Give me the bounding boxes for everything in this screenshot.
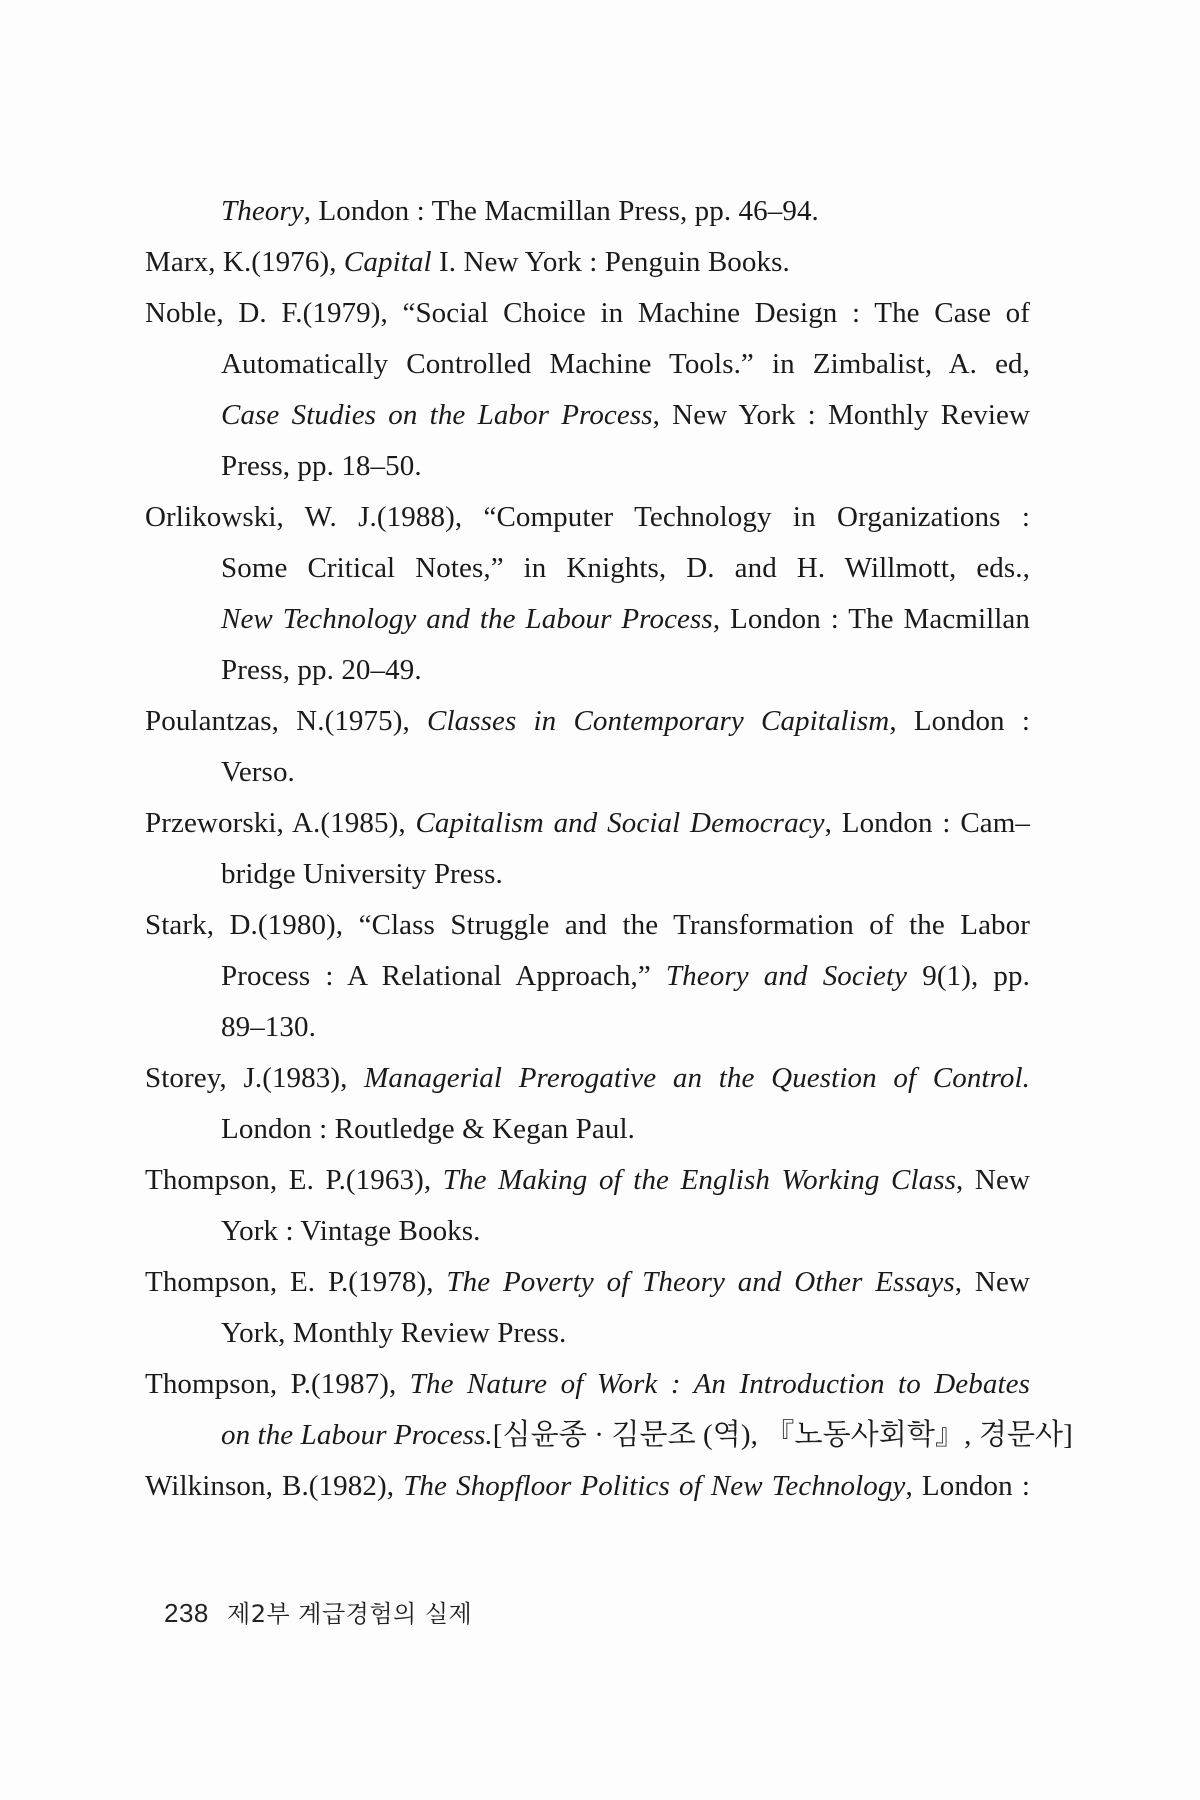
- reference-line: [145, 441, 1030, 492]
- reference-entry-stark: [145, 900, 1030, 951]
- reference-entry-wilkinson: [145, 1461, 1030, 1512]
- reference-title: Case Studies on the Labor Process: [221, 399, 653, 431]
- reference-line: [145, 951, 1030, 1002]
- reference-line: [145, 1104, 1030, 1155]
- reference-line: [145, 390, 1030, 441]
- reference-text: 89–130.: [221, 1011, 316, 1043]
- reference-entry-marx: [145, 237, 1030, 288]
- reference-text: York : Vintage Books.: [221, 1215, 481, 1247]
- reference-text: , London :: [905, 1470, 1030, 1502]
- reference-title: on the Labour Process.: [221, 1419, 493, 1451]
- page-footer: [164, 1594, 472, 1629]
- reference-text: “Social Choice in Machine Design : The Case of: [402, 297, 1030, 329]
- reference-title: Theory: [221, 195, 304, 227]
- reference-line: [145, 747, 1030, 798]
- reference-title: Capital: [343, 246, 432, 278]
- reference-author: Thompson, E. P.(1978),: [145, 1266, 447, 1298]
- reference-line: [145, 1410, 1073, 1461]
- reference-author: Marx, K.(1976),: [145, 246, 344, 278]
- reference-text: York, Monthly Review Press.: [221, 1317, 567, 1349]
- reference-title: The Shopfloor Politics of New Technology: [403, 1470, 906, 1502]
- reference-author: Thompson, E. P.(1963),: [145, 1164, 443, 1196]
- reference-continuation: [145, 186, 1030, 237]
- reference-text: I. New York : Penguin Books.: [431, 246, 790, 278]
- reference-text: Press, pp. 20–49.: [221, 654, 422, 686]
- reference-author: Storey, J.(1983),: [145, 1062, 365, 1094]
- reference-title: The Making of the English Working Class: [442, 1164, 956, 1196]
- reference-list: [145, 186, 1073, 1512]
- reference-text: , London :: [889, 705, 1030, 737]
- reference-entry-przeworski: [145, 798, 1030, 849]
- reference-line: [145, 1308, 1030, 1359]
- reference-author: Stark, D.(1980),: [145, 909, 359, 941]
- reference-text: Some Critical Notes,” in Knights, D. and H. Willmott, eds.,: [221, 552, 1030, 584]
- reference-entry-thompson-1963: [145, 1155, 1030, 1206]
- reference-text: , New: [954, 1266, 1030, 1298]
- reference-text: Verso.: [221, 756, 295, 788]
- reference-text: Press, pp. 18–50.: [221, 450, 422, 482]
- reference-text: , New: [955, 1164, 1030, 1196]
- reference-line: [145, 1206, 1030, 1257]
- reference-line: [145, 645, 1030, 696]
- reference-author: Wilkinson, B.(1982),: [145, 1470, 404, 1502]
- reference-translation-note: [심윤종 · 김문조 (역), 『노동사회학』, 경문사]: [492, 1419, 1073, 1451]
- reference-text: , New York : Monthly Review: [652, 399, 1030, 431]
- reference-text: , London : The Macmillan: [712, 603, 1030, 635]
- reference-text: Automatically Controlled Machine Tools.” in Zimbalist, A. ed,: [221, 348, 1030, 380]
- reference-entry-thompson-1987: [145, 1359, 1030, 1410]
- reference-line: [145, 339, 1030, 390]
- reference-text: “Computer Technology in Organizations :: [483, 501, 1030, 533]
- reference-title: The Nature of Work : An Introduction to Debates: [409, 1368, 1030, 1400]
- reference-author: Thompson, P.(1987),: [145, 1368, 410, 1400]
- reference-title: The Poverty of Theory and Other Essays: [446, 1266, 955, 1298]
- reference-title: New Technology and the Labour Process: [221, 603, 713, 635]
- reference-author: Poulantzas, N.(1975),: [145, 705, 428, 737]
- page-number: 238: [164, 1598, 209, 1628]
- reference-text: , London : Cam–: [824, 807, 1030, 839]
- reference-author: Orlikowski, W. J.(1988),: [145, 501, 484, 533]
- reference-text: “Class Struggle and the Transformation of the Labor: [358, 909, 1030, 941]
- reference-author: Przeworski, A.(1985),: [145, 807, 416, 839]
- reference-entry-orlikowski: [145, 492, 1030, 543]
- reference-entry-storey: [145, 1053, 1030, 1104]
- reference-title: Classes in Contemporary Capitalism: [427, 705, 890, 737]
- reference-entry-thompson-1978: [145, 1257, 1030, 1308]
- running-title: 제2부 계급경험의 실제: [227, 1600, 473, 1628]
- reference-line: [145, 849, 1030, 900]
- reference-author: Noble, D. F.(1979),: [145, 297, 403, 329]
- reference-entry-poulantzas: [145, 696, 1030, 747]
- reference-text: bridge University Press.: [221, 858, 503, 890]
- reference-line: [145, 594, 1030, 645]
- reference-line: [145, 1002, 1030, 1053]
- reference-text: London : Routledge & Kegan Paul.: [221, 1113, 635, 1145]
- reference-title: Managerial Prerogative an the Question of Control.: [364, 1062, 1030, 1094]
- reference-text: 9(1), pp.: [907, 960, 1030, 992]
- reference-line: [145, 543, 1030, 594]
- reference-title: Capitalism and Social Democracy: [415, 807, 825, 839]
- reference-text: , London : The Macmillan Press, pp. 46–94.: [303, 195, 819, 227]
- reference-text: Process : A Relational Approach,”: [221, 960, 666, 992]
- reference-entry-noble: [145, 288, 1030, 339]
- reference-title: Theory and Society: [665, 960, 908, 992]
